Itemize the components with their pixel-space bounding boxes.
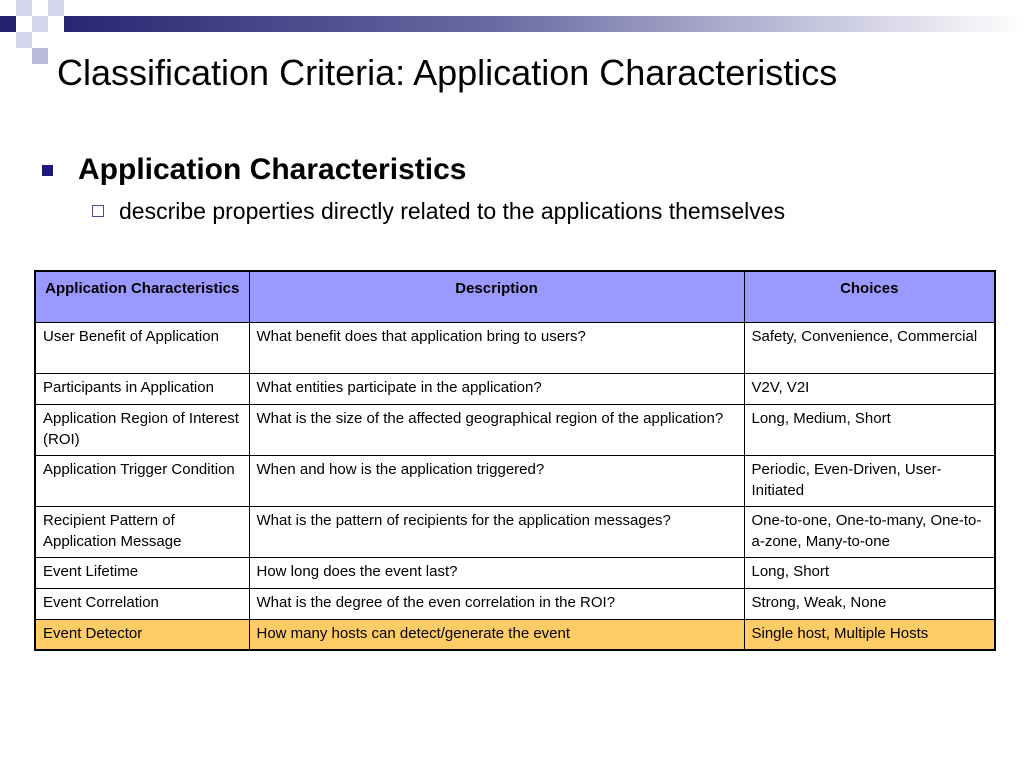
- table-row: [35, 557, 995, 588]
- characteristic-cell: Application Region of Interest (ROI): [35, 404, 249, 455]
- table-row-highlighted: [35, 619, 995, 650]
- table-row: [35, 588, 995, 619]
- choices-cell: One-to-one, One-to-many, One-to-a-zone, Many-to-one: [744, 506, 995, 557]
- bullet-level-2: [92, 196, 785, 226]
- description-cell: What is the pattern of recipients for the application messages?: [249, 506, 744, 557]
- description-cell: What entities participate in the application?: [249, 373, 744, 404]
- description-cell: What is the degree of the even correlation in the ROI?: [249, 588, 744, 619]
- table-row: [35, 322, 995, 373]
- characteristic-cell: Application Trigger Condition: [35, 455, 249, 506]
- bullet-text: Application Characteristics: [78, 153, 467, 186]
- slide-title: Classification Criteria: Application Characteristics: [57, 52, 838, 93]
- characteristic-cell: Recipient Pattern of Application Message: [35, 506, 249, 557]
- choices-cell: Single host, Multiple Hosts: [744, 619, 995, 650]
- choices-cell: Long, Medium, Short: [744, 404, 995, 455]
- choices-cell: Periodic, Even-Driven, User-Initiated: [744, 455, 995, 506]
- characteristic-cell: Event Correlation: [35, 588, 249, 619]
- choices-cell: V2V, V2I: [744, 373, 995, 404]
- decor-square: [0, 16, 16, 32]
- table-header-row: [35, 271, 995, 322]
- decor-square: [16, 0, 32, 16]
- sub-bullet-text: describe properties directly related to the applications themselves: [119, 197, 786, 224]
- hollow-square-bullet-icon: [92, 205, 104, 217]
- description-cell: What is the size of the affected geographical region of the application?: [249, 404, 744, 455]
- table-row: [35, 455, 995, 506]
- criteria-table: [34, 270, 996, 651]
- table-row: [35, 506, 995, 557]
- column-header: Application Characteristics: [35, 271, 249, 322]
- choices-cell: Safety, Convenience, Commercial: [744, 322, 995, 373]
- decor-square: [48, 0, 64, 16]
- bullet-level-1: [42, 150, 466, 190]
- choices-cell: Strong, Weak, None: [744, 588, 995, 619]
- description-cell: When and how is the application triggered?: [249, 455, 744, 506]
- decor-square: [32, 48, 48, 64]
- characteristic-cell: Participants in Application: [35, 373, 249, 404]
- choices-cell: Long, Short: [744, 557, 995, 588]
- description-cell: How many hosts can detect/generate the event: [249, 619, 744, 650]
- column-header: Description: [249, 271, 744, 322]
- column-header: Choices: [744, 271, 995, 322]
- description-cell: What benefit does that application bring to users?: [249, 322, 744, 373]
- characteristic-cell: Event Detector: [35, 619, 249, 650]
- decor-square: [16, 32, 32, 48]
- table-row: [35, 373, 995, 404]
- characteristic-cell: User Benefit of Application: [35, 322, 249, 373]
- square-bullet-icon: [42, 165, 53, 176]
- characteristic-cell: Event Lifetime: [35, 557, 249, 588]
- table-row: [35, 404, 995, 455]
- description-cell: How long does the event last?: [249, 557, 744, 588]
- title-gradient-bar: [64, 16, 1024, 32]
- decor-square: [32, 16, 48, 32]
